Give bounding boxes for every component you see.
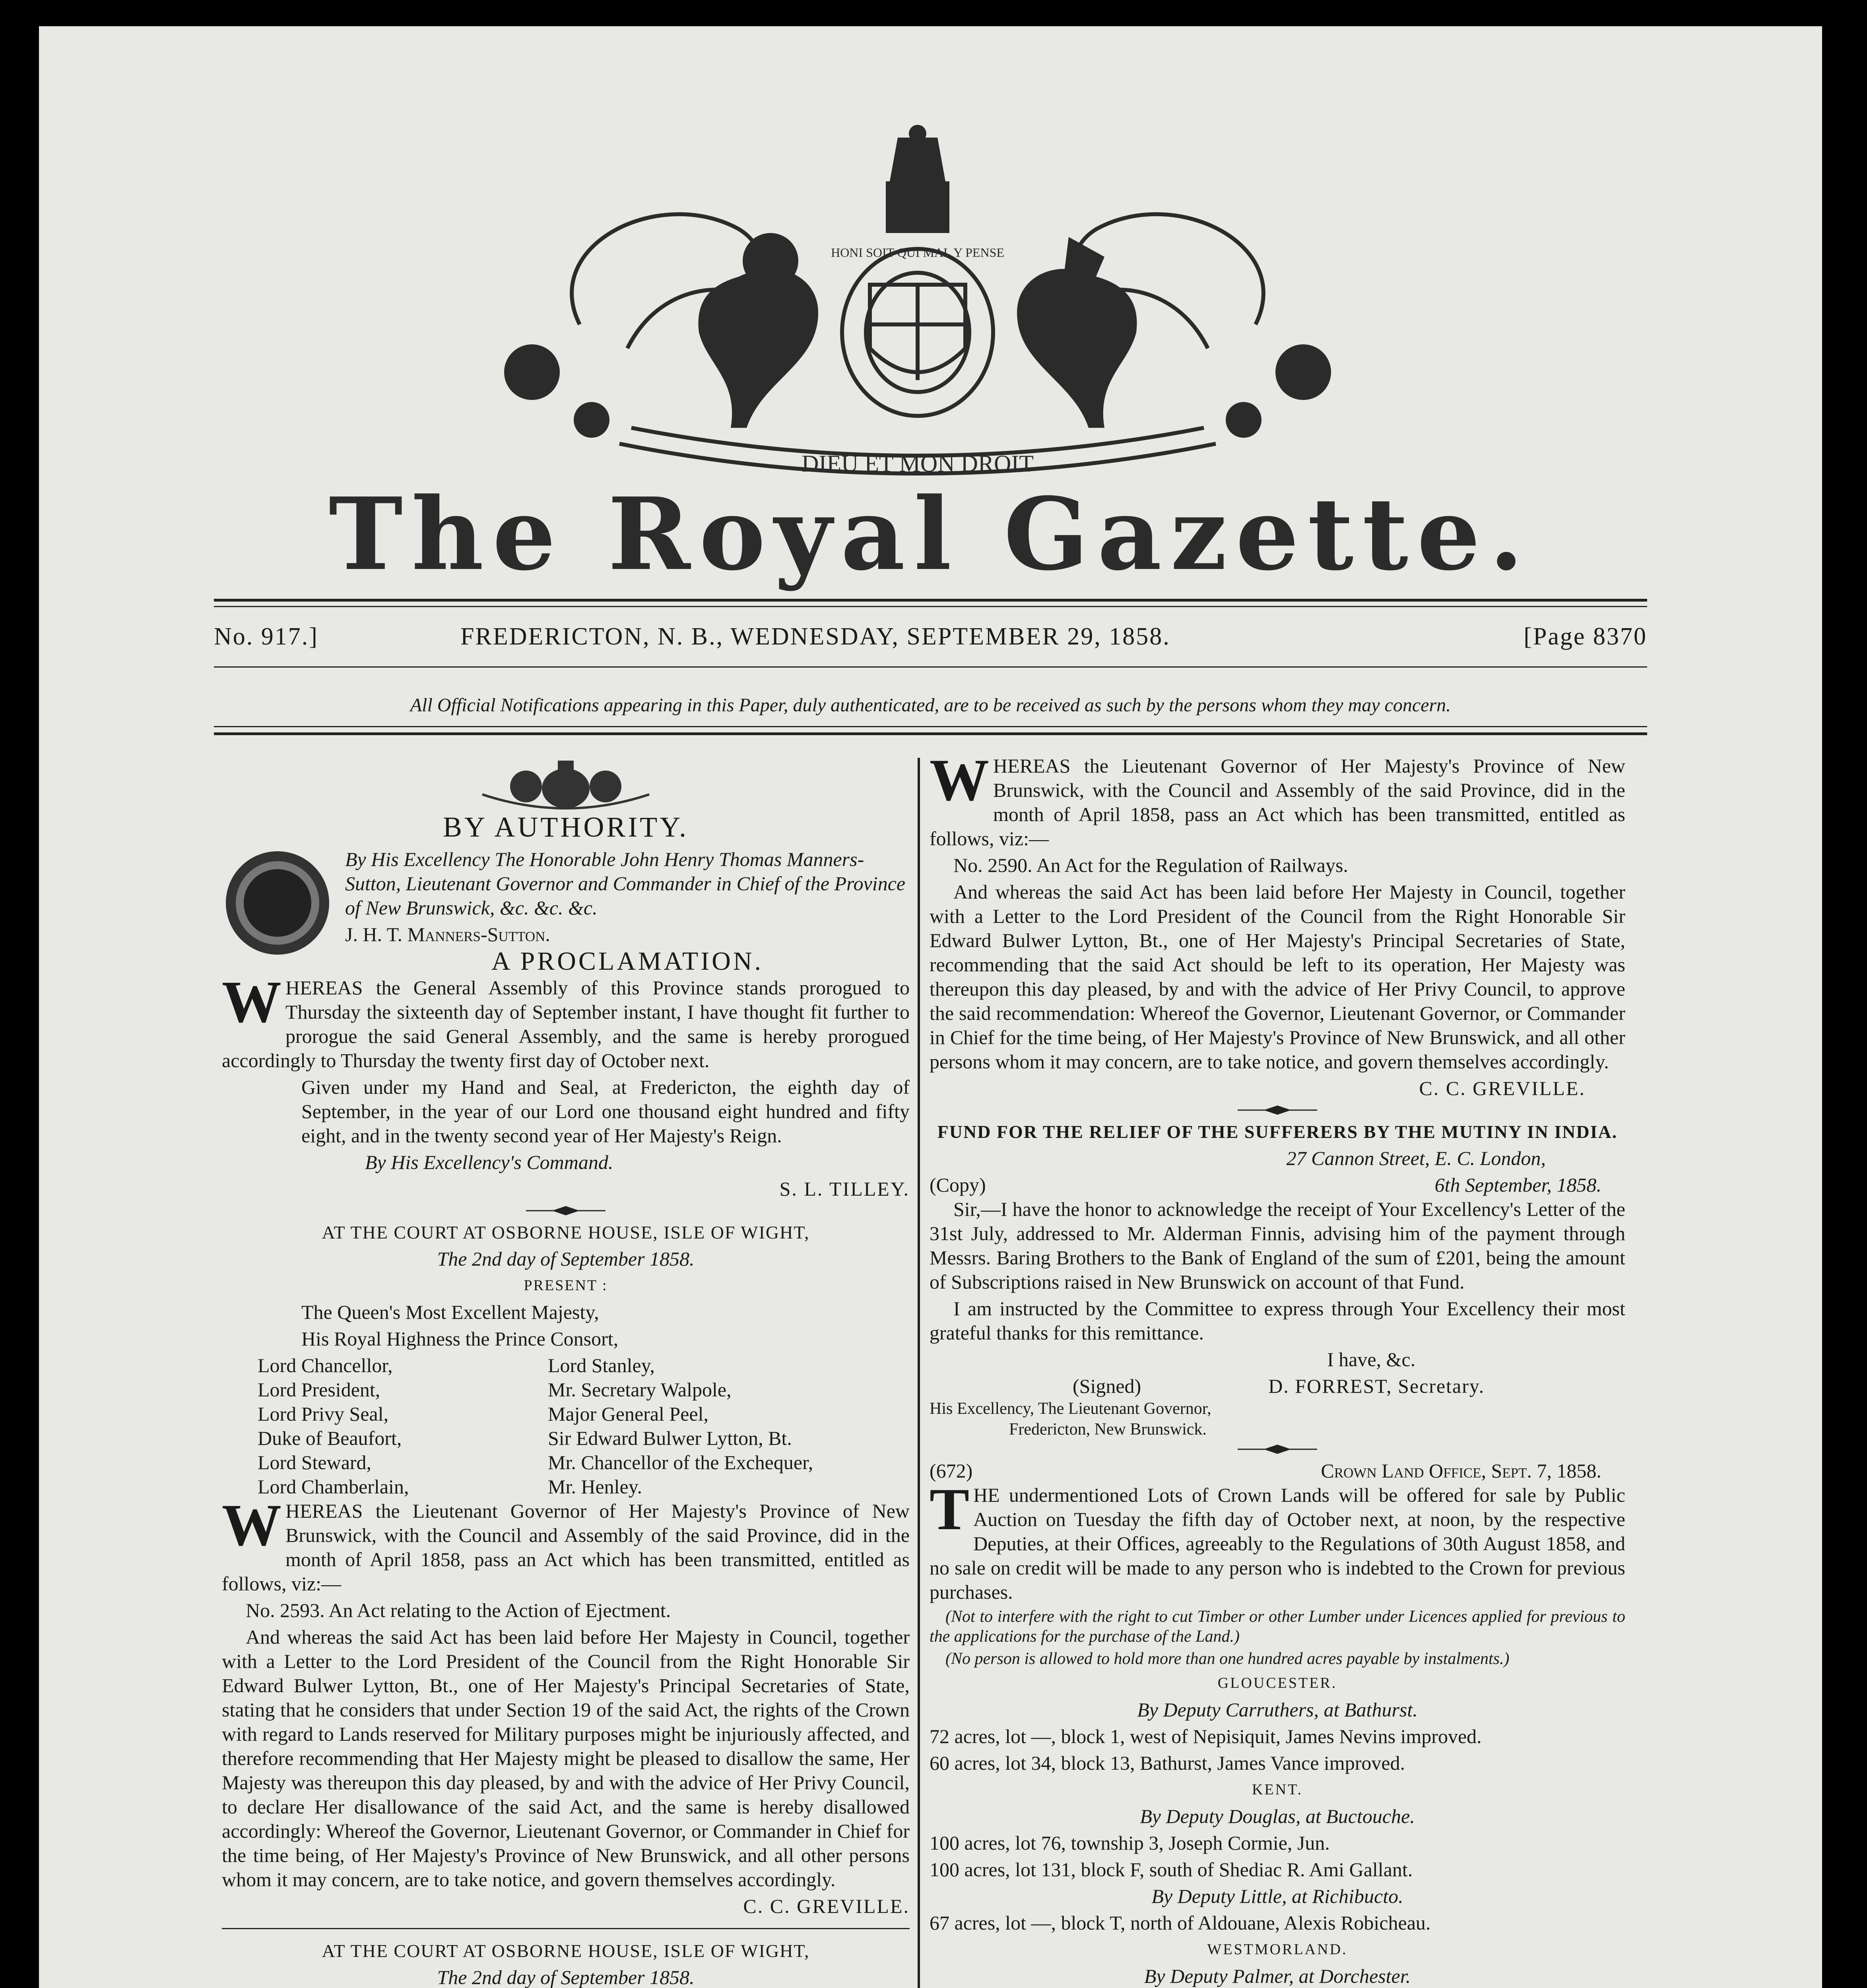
queen-line-1: The Queen's Most Excellent Majesty, <box>301 1301 599 1323</box>
signature-greville-1: C. C. GREVILLE. <box>743 1895 910 1917</box>
council-member: Mr. Chancellor of the Exchequer, <box>548 1451 813 1474</box>
fund-heading: FUND FOR THE RELIEF OF THE SUFFERERS BY THE MUTINY IN INDIA. <box>937 1122 1618 1142</box>
council-list-1 <box>258 1353 910 1499</box>
council-member: Duke of Beaufort, <box>258 1427 402 1449</box>
masthead-rule-top-thin <box>214 606 1647 607</box>
fund-addressee-1: His Excellency, The Lieutenant Governor, <box>930 1400 1211 1418</box>
county-gloucester: GLOUCESTER. <box>1217 1675 1337 1691</box>
section-rule <box>222 1928 910 1929</box>
fund-address: 27 Cannon Street, E. C. London, <box>1286 1147 1546 1169</box>
excellency-preamble: By His Excellency The Honorable John Henry Thomas Manners-Sutton, Lieutenant Governor and Commander in Chief of the Province of New Brunswick, &c. &c. &c. <box>345 848 906 919</box>
newspaper-title: The Royal Gazette. <box>328 476 1533 592</box>
whereas-railways-text: HEREAS the Lieutenant Governor of Her Majesty's Province of New Brunswick, with the Council and Assembly of the said Province, did in the month of April 1858, pass an Act which has been transmitted, entitled as follows, viz:— <box>930 755 1625 850</box>
crown-notice-number: (672) <box>930 1460 973 1482</box>
deputy-douglas: By Deputy Douglas, at Buctouche. <box>1140 1805 1415 1827</box>
court-heading-2: AT THE COURT AT OSBORNE HOUSE, ISLE OF WIGHT, <box>322 1941 810 1961</box>
council-member: Mr. Secretary Walpole, <box>548 1378 732 1401</box>
council-member: Mr. Henley. <box>548 1475 642 1498</box>
signature-manners-sutton: J. H. T. Manners-Sutton. <box>345 923 550 945</box>
fund-signature: D. FORREST, Secretary. <box>1268 1375 1485 1397</box>
deputy-palmer: By Deputy Palmer, at Dorchester. <box>1144 1965 1411 1987</box>
divider-ornament-icon <box>1238 1105 1317 1115</box>
by-command: By His Excellency's Command. <box>365 1151 613 1173</box>
dropcap-w: W <box>222 1492 281 1558</box>
signature-tilley: S. L. TILLEY. <box>779 1178 910 1200</box>
right-column <box>930 747 1625 1988</box>
court-heading-1: AT THE COURT AT OSBORNE HOUSE, ISLE OF WIGHT, <box>322 1222 810 1242</box>
royal-coat-of-arms-icon <box>460 126 1375 476</box>
deputy-little: By Deputy Little, at Richibucto. <box>1151 1885 1403 1907</box>
council-member: Lord Stanley, <box>548 1354 655 1376</box>
dateline-rule <box>214 666 1647 668</box>
crown-note-timber: (Not to interfere with the right to cut Timber or other Lumber under Licences applied for previous to the applications for the purchase of the Land.) <box>930 1607 1625 1646</box>
page-number: [Page 8370 <box>1523 623 1647 650</box>
court-date-1: The 2nd day of September 1858. <box>437 1248 695 1270</box>
signature-greville-2: C. C. GREVILLE. <box>1419 1077 1586 1099</box>
council-member: Lord Privy Seal, <box>258 1403 389 1425</box>
act-2590-text: And whereas the said Act has been laid before Her Majesty in Council, together with a Letter to the Lord President of the Council from the Right Honorable Sir Edward Bulwer Lytton, Bt., one of Her Majesty's Principal Secretaries of State, recommending that the said Act should be left to its operation, Her Majesty was thereupon this day pleased, by and with the advice of Her Privy Council, to approve the said recommendation: Whereof the Governor, Lieutenant Governor, or Commander in Chief for the time being, of Her Majesty's Province of New Brunswick, and all other persons whom it may concern, are to take notice, and govern themselves accordingly. <box>930 881 1625 1073</box>
divider-ornament-icon <box>1238 1444 1317 1454</box>
council-member: Lord Chamberlain, <box>258 1475 409 1498</box>
present-label-1: PRESENT : <box>524 1277 608 1294</box>
dropcap-t: T <box>930 1476 970 1542</box>
council-member: Lord Steward, <box>258 1451 372 1474</box>
council-member: Lord President, <box>258 1378 380 1401</box>
given-under-hand: Given under my Hand and Seal, at Fredericton, the eighth day of September, in the year of our Lord one thousand eight hundred and fifty eight, and in the twenty second year of Her Majesty's Reign. <box>301 1076 910 1147</box>
act-2593-title: No. 2593. An Act relating to the Action of Ejectment. <box>246 1599 671 1621</box>
lot-entry: 72 acres, lot —, block 1, west of Nepisiquit, James Nevins improved. <box>930 1725 1482 1747</box>
notice-rule-thick <box>214 732 1647 735</box>
proclamation-text: HEREAS the General Assembly of this Province stands prorogued to Thursday the sixteenth day of September instant, I have thought fit further to prorogue the said General Assembly, and the same is hereby prorogued accordingly to Thursday the twenty first day of October next. <box>222 977 910 1072</box>
fund-i-have: I have, &c. <box>1327 1348 1416 1371</box>
act-2590-title: No. 2590. An Act for the Regulation of Railways. <box>953 854 1348 876</box>
crown-note-instalments: (No person is allowed to hold more than one hundred acres payable by instalments.) <box>945 1650 1510 1668</box>
crest-motto-bottom: DIEU ET MON DROIT <box>802 450 1034 477</box>
fund-date: 6th September, 1858. <box>1434 1174 1601 1196</box>
consort-line-1: His Royal Highness the Prince Consort, <box>301 1328 619 1350</box>
lot-entry: 60 acres, lot 34, block 13, Bathurst, James Vance improved. <box>930 1752 1405 1774</box>
county-kent: KENT. <box>1252 1781 1303 1798</box>
dropcap-w: W <box>222 969 281 1035</box>
fund-signed: (Signed) <box>1073 1375 1141 1397</box>
council-member: Major General Peel, <box>548 1403 709 1425</box>
act-2593-text: And whereas the said Act has been laid before Her Majesty in Council, together with a Letter to the Lord President of the Council from the Right Honorable Sir Edward Bulwer Lytton, Bt., one of Her Majesty's Principal Secretaries of State, stating that he considers that under Section 19 of the said Act, the rights of the Crown with regard to Lands reserved for Military purposes might be injuriously affected, and therefore recommending that Her Majesty might be pleased to disallow the same, Her Majesty was thereupon this day pleased, by and with the advice of Her Privy Council, to declare Her disallowance of the said Act, and the same is hereby disallowed accordingly: Whereof the Governor, Lieutenant Governor, or Commander in Chief for the time being, of Her Majesty's Province of New Brunswick, and all other persons whom it may concern, are to take notice, and govern themselves accordingly. <box>222 1626 910 1891</box>
dateline-bar <box>214 623 1647 654</box>
masthead-rule-top <box>214 599 1647 602</box>
fund-addressee-2: Fredericton, New Brunswick. <box>1009 1420 1207 1439</box>
fund-copy-label: (Copy) <box>930 1174 986 1196</box>
deputy-carruthers: By Deputy Carruthers, at Bathurst. <box>1137 1699 1418 1721</box>
council-member: Lord Chancellor, <box>258 1354 393 1376</box>
crest-motto-top: HONI SOIT QUI MAL Y PENSE <box>831 245 1004 260</box>
lot-entry: 67 acres, lot —, block T, north of Aldouane, Alexis Robicheau. <box>930 1912 1431 1934</box>
proclamation-heading: A PROCLAMATION. <box>491 947 764 976</box>
gazette-page <box>39 26 1822 1988</box>
left-column <box>222 754 910 1988</box>
small-crest-icon <box>474 759 657 810</box>
court-date-2: The 2nd day of September 1858. <box>437 1966 695 1988</box>
fund-letter-text: Sir,—I have the honor to acknowledge the receipt of Your Excellency's Letter of the 31st July, addressed to Mr. Alderman Finnis, advising him of the payment through Messrs. Baring Brothers to the Bank of England of the sum of £201, being the amount of Subscriptions raised in New Brunswick on account of that Fund. <box>930 1198 1625 1293</box>
dropcap-w: W <box>930 747 989 813</box>
whereas-ejectment-text: HEREAS the Lieutenant Governor of Her Majesty's Province of New Brunswick, with the Council and Assembly of the said Province, did in the month of April 1858, pass an Act which has been transmitted, entitled as follows, viz:— <box>222 1500 910 1595</box>
issue-number: No. 917.] <box>214 623 318 650</box>
divider-ornament-icon <box>526 1206 606 1215</box>
county-westmorland: WESTMORLAND. <box>1207 1941 1348 1958</box>
lot-entry: 100 acres, lot 76, township 3, Joseph Cormie, Jun. <box>930 1832 1330 1854</box>
official-seal-icon <box>222 847 333 959</box>
lot-entry: 100 acres, lot 131, block F, south of Shediac R. Ami Gallant. <box>930 1858 1413 1881</box>
dateline: FREDERICTON, N. B., WEDNESDAY, SEPTEMBER 29, 1858. <box>460 623 1170 650</box>
official-notice: All Official Notifications appearing in this Paper, duly authenticated, are to be received as such by the persons whom they may concern. <box>410 695 1451 716</box>
notice-rule <box>214 726 1647 727</box>
crown-land-text: HE undermentioned Lots of Crown Lands will be offered for sale by Public Auction on Tuesday the fifth day of October next, at noon, by the respective Deputies, at their Offices, agreeably to the Regulations of 30th August 1858, and no sale on credit will be made to any person who is indebted to the Crown for previous purchases. <box>930 1484 1625 1603</box>
fund-thanks-text: I am instructed by the Committee to express through Your Excellency their most grateful thanks for this remittance. <box>930 1297 1625 1344</box>
by-authority-heading: BY AUTHORITY. <box>442 811 689 843</box>
crown-land-office-date: Crown Land Office, Sept. 7, 1858. <box>1321 1460 1601 1482</box>
council-member: Sir Edward Bulwer Lytton, Bt. <box>548 1427 792 1449</box>
